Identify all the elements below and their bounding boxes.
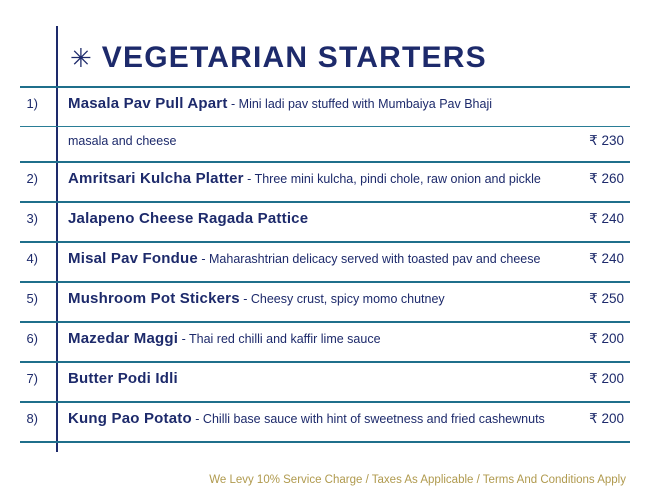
item-name: Butter Podi Idli: [68, 370, 178, 387]
item-number: 1): [26, 96, 38, 111]
table-row: [20, 363, 630, 401]
item-number: 6): [26, 331, 38, 346]
item-text: [54, 169, 560, 189]
table-row: [20, 283, 630, 321]
item-price: ₹ 240: [589, 211, 624, 226]
table-row: [20, 163, 630, 201]
star-icon: ✳: [70, 43, 92, 73]
table-row: [20, 88, 630, 126]
item-text: [54, 94, 560, 114]
item-number: 3): [26, 211, 38, 226]
item-description: - Maharashtrian delicacy served with toasted pav and cheese: [197, 252, 541, 266]
divider: [20, 441, 630, 443]
item-text: [54, 409, 560, 429]
item-description: - Chilli base sauce with hint of sweetness and fried cashewnuts: [191, 412, 545, 426]
item-text: [54, 329, 560, 349]
item-name: Amritsari Kulcha Platter: [68, 170, 244, 187]
item-text: [54, 289, 560, 309]
item-text: [54, 249, 560, 269]
item-name: Misal Pav Fondue: [68, 250, 198, 267]
page-title: VEGETARIAN STARTERS: [101, 41, 487, 74]
footer-note: We Levy 10% Service Charge / Taxes As Applicable / Terms And Conditions Apply: [209, 474, 626, 486]
table-row-continuation: [20, 127, 630, 161]
table-row: [20, 203, 630, 241]
item-number: 5): [26, 291, 38, 306]
item-number: 2): [26, 171, 38, 186]
item-price: ₹ 200: [589, 371, 624, 386]
item-name: Masala Pav Pull Apart: [68, 95, 228, 112]
page-title-wrap: [70, 34, 630, 82]
item-price: ₹ 200: [589, 331, 624, 346]
item-description-continued: masala and cheese: [68, 134, 177, 148]
item-name: Mushroom Pot Stickers: [68, 290, 240, 307]
item-description: - Three mini kulcha, pindi chole, raw onion and pickle: [243, 172, 541, 186]
item-text: [54, 369, 560, 389]
item-number: 8): [26, 411, 38, 426]
item-description: - Cheesy crust, spicy momo chutney: [239, 292, 445, 306]
item-price: ₹ 260: [589, 171, 624, 186]
item-name: Kung Pao Potato: [68, 410, 192, 427]
item-description: - Mini ladi pav stuffed with Mumbaiya Pav Bhaji: [227, 97, 493, 111]
item-description: - Thai red chilli and kaffir lime sauce: [178, 332, 381, 346]
item-name: Mazedar Maggi: [68, 330, 179, 347]
table-row: [20, 403, 630, 441]
item-number: 7): [26, 371, 38, 386]
item-name: Jalapeno Cheese Ragada Pattice: [68, 210, 309, 227]
item-price: ₹ 240: [589, 251, 624, 266]
item-price: ₹ 250: [589, 291, 624, 306]
table-row: [20, 323, 630, 361]
table-row: [20, 243, 630, 281]
menu-items-list: [20, 86, 630, 443]
item-price: ₹ 200: [589, 411, 624, 426]
item-text: [54, 209, 560, 229]
item-number: 4): [26, 251, 38, 266]
item-price: ₹ 230: [589, 133, 624, 148]
